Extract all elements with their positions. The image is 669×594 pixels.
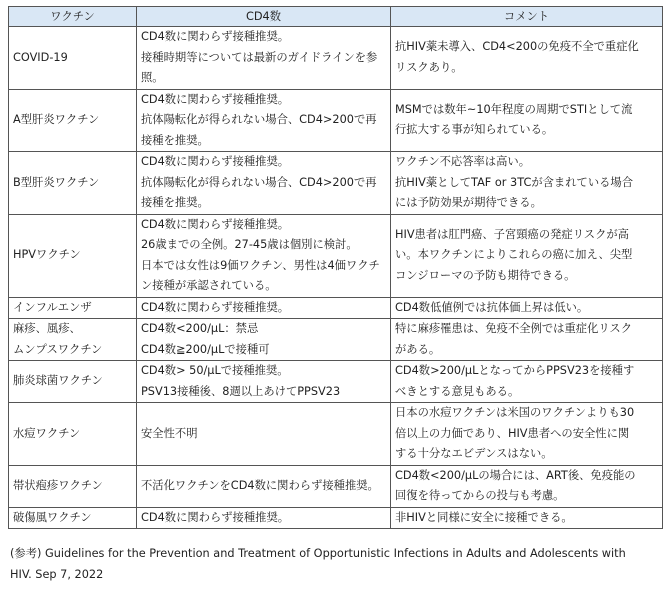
header-comment: コメント	[391, 7, 663, 27]
comment-cell-line: MSMでは数年~10年程度の周期でSTIとして流	[395, 102, 633, 116]
cd4-cell	[137, 214, 391, 297]
cd4-cell-line: ン接種が承認されている。	[141, 279, 277, 292]
cd4-cell-line: 日本では女性は9価ワクチン、男性は4価ワクチ	[141, 258, 380, 272]
comment-cell-line: 日本の水痘ワクチンは米国のワクチンよりも30	[395, 406, 635, 419]
cd4-cell	[137, 297, 391, 319]
comment-cell	[391, 403, 663, 466]
header-vaccine: ワクチン	[9, 7, 137, 27]
vaccine-cell	[9, 27, 137, 90]
header-row	[9, 7, 663, 27]
table-row	[9, 27, 663, 90]
comment-cell-line: がある。	[395, 342, 441, 356]
comment-cell-line: リスクあり。	[395, 60, 463, 74]
vaccine-cell	[9, 214, 137, 297]
comment-cell-line: い。本ワクチンによりこれらの癌に加え、尖型	[395, 248, 633, 262]
vaccine-cell-line: 帯状疱疹ワクチン	[13, 478, 103, 492]
reference-line: (参考) Guidelines for the Prevention and Treatment of Opportunistic Infections in Adults and Adolescents with	[10, 547, 626, 560]
comment-cell-line: CD4数<200/μLの場合には、ART後、免疫能の	[395, 468, 636, 482]
reference-line: HIV. Sep 7, 2022	[10, 568, 104, 581]
comment-cell-line: する十分なエビデンスはない。	[395, 447, 553, 460]
cd4-cell-line: CD4数≧200/μLで接種可	[141, 342, 270, 356]
comment-cell-line: には予防効果が期待できる。	[395, 196, 542, 209]
comment-cell-line: 特に麻疹罹患は、免疫不全例では重症化リスク	[395, 322, 633, 335]
table-row	[9, 214, 663, 297]
vaccine-cell	[9, 403, 137, 466]
cd4-cell	[137, 27, 391, 90]
comment-cell-line: 抗HIV薬としてTAF or 3TCが含まれている場合	[395, 175, 634, 189]
cd4-cell	[137, 361, 391, 403]
comment-cell-line: 非HIVと同様に安全に接種できる。	[395, 510, 573, 524]
vaccine-cell-line: 水痘ワクチン	[13, 426, 81, 440]
comment-cell-line: HIV患者は肛門癌、子宮頸癌の発症リスクが高	[395, 227, 629, 241]
vaccine-cell	[9, 89, 137, 152]
table-body	[9, 27, 663, 529]
comment-cell	[391, 361, 663, 403]
vaccine-cell	[9, 297, 137, 319]
cd4-cell-line: 抗体陽転化が得られない場合、CD4>200で再	[141, 175, 377, 189]
table-row	[9, 297, 663, 319]
cd4-cell-line: 不活化ワクチンをCD4数に関わらず接種推奨。	[141, 478, 379, 492]
table-row	[9, 361, 663, 403]
cd4-cell-line: CD4数に関わらず接種推奨。	[141, 300, 290, 314]
cd4-cell-line: 接種を推奨。	[141, 196, 209, 209]
comment-cell-line: 抗HIV薬未導入、CD4<200の免疫不全で重症化	[395, 40, 639, 54]
vaccine-cell-line: B型肝炎ワクチン	[13, 175, 100, 189]
vaccine-cell-line: インフルエンザ	[13, 300, 92, 314]
cd4-cell-line: 接種時期等については最新のガイドラインを参	[141, 50, 378, 64]
cd4-cell-line: CD4数に関わらず接種推奨。	[141, 217, 290, 231]
vaccine-cell-line: 肺炎球菌ワクチン	[13, 374, 103, 388]
comment-cell-line: 行拡大する事が知られている。	[395, 123, 554, 137]
table-header	[9, 7, 663, 27]
vaccine-cell	[9, 319, 137, 361]
reference-note	[10, 543, 662, 585]
comment-cell	[391, 507, 663, 529]
cd4-cell-line: CD4数に関わらず接種推奨。	[141, 155, 290, 168]
vaccine-cell-line: ムンプスワクチン	[13, 342, 103, 356]
cd4-cell	[137, 465, 391, 507]
comment-cell-line: ワクチン不応答率は高い。	[395, 155, 530, 168]
cd4-cell-line: 照。	[141, 71, 164, 84]
cd4-cell-line: 接種を推奨。	[141, 133, 209, 147]
vaccine-cell	[9, 152, 137, 215]
vaccine-cell-line: 麻疹、風疹、	[13, 322, 81, 335]
vaccine-cell-line: COVID-19	[13, 50, 68, 64]
table-row	[9, 89, 663, 152]
cd4-cell-line: 抗体陽転化が得られない場合、CD4>200で再	[141, 113, 377, 126]
cd4-cell-line: CD4数に関わらず接種推奨。	[141, 510, 290, 524]
comment-cell	[391, 319, 663, 361]
comment-cell	[391, 27, 663, 90]
table-row	[9, 152, 663, 215]
table-row	[9, 319, 663, 361]
table-row	[9, 465, 663, 507]
cd4-cell-line: CD4数> 50/μLで接種推奨。	[141, 364, 289, 377]
comment-cell	[391, 152, 663, 215]
cd4-cell	[137, 403, 391, 466]
cd4-cell-line: 26歳までの全例。27-45歳は個別に検討。	[141, 238, 358, 251]
comment-cell-line: CD4数>200/μLとなってからPPSV23を接種す	[395, 364, 635, 377]
comment-cell-line: CD4数低値例では抗体価上昇は低い。	[395, 300, 589, 314]
cd4-cell-line: CD4数に関わらず接種推奨。	[141, 92, 290, 106]
vaccine-table	[8, 6, 663, 529]
vaccine-cell	[9, 507, 137, 529]
table-row	[9, 403, 663, 466]
vaccine-cell	[9, 465, 137, 507]
cd4-cell	[137, 319, 391, 361]
comment-cell	[391, 465, 663, 507]
cd4-cell-line: CD4数<200/μL：禁忌	[141, 322, 259, 335]
comment-cell-line: べきとする意見もある。	[395, 384, 520, 398]
comment-cell-line: コンジローマの予防も期待できる。	[395, 268, 576, 282]
vaccine-cell-line: A型肝炎ワクチン	[13, 113, 100, 126]
cd4-cell-line: 安全性不明	[141, 426, 198, 440]
header-cd4: CD4数	[137, 7, 391, 27]
vaccine-cell	[9, 361, 137, 403]
comment-cell-line: 回復を待ってからの投与も考慮。	[395, 489, 565, 502]
cd4-cell-line: PSV13接種後、8週以上あけてPPSV23	[141, 384, 341, 398]
comment-cell-line: 倍以上の力価であり、HIV患者への安全性に関	[395, 426, 630, 440]
comment-cell	[391, 214, 663, 297]
cd4-cell	[137, 89, 391, 152]
vaccine-cell-line: HPVワクチン	[13, 248, 81, 262]
cd4-cell-line: CD4数に関わらず接種推奨。	[141, 30, 290, 43]
table-row	[9, 507, 663, 529]
comment-cell	[391, 89, 663, 152]
cd4-cell	[137, 152, 391, 215]
cd4-cell	[137, 507, 391, 529]
comment-cell	[391, 297, 663, 319]
vaccine-cell-line: 破傷風ワクチン	[13, 510, 92, 524]
